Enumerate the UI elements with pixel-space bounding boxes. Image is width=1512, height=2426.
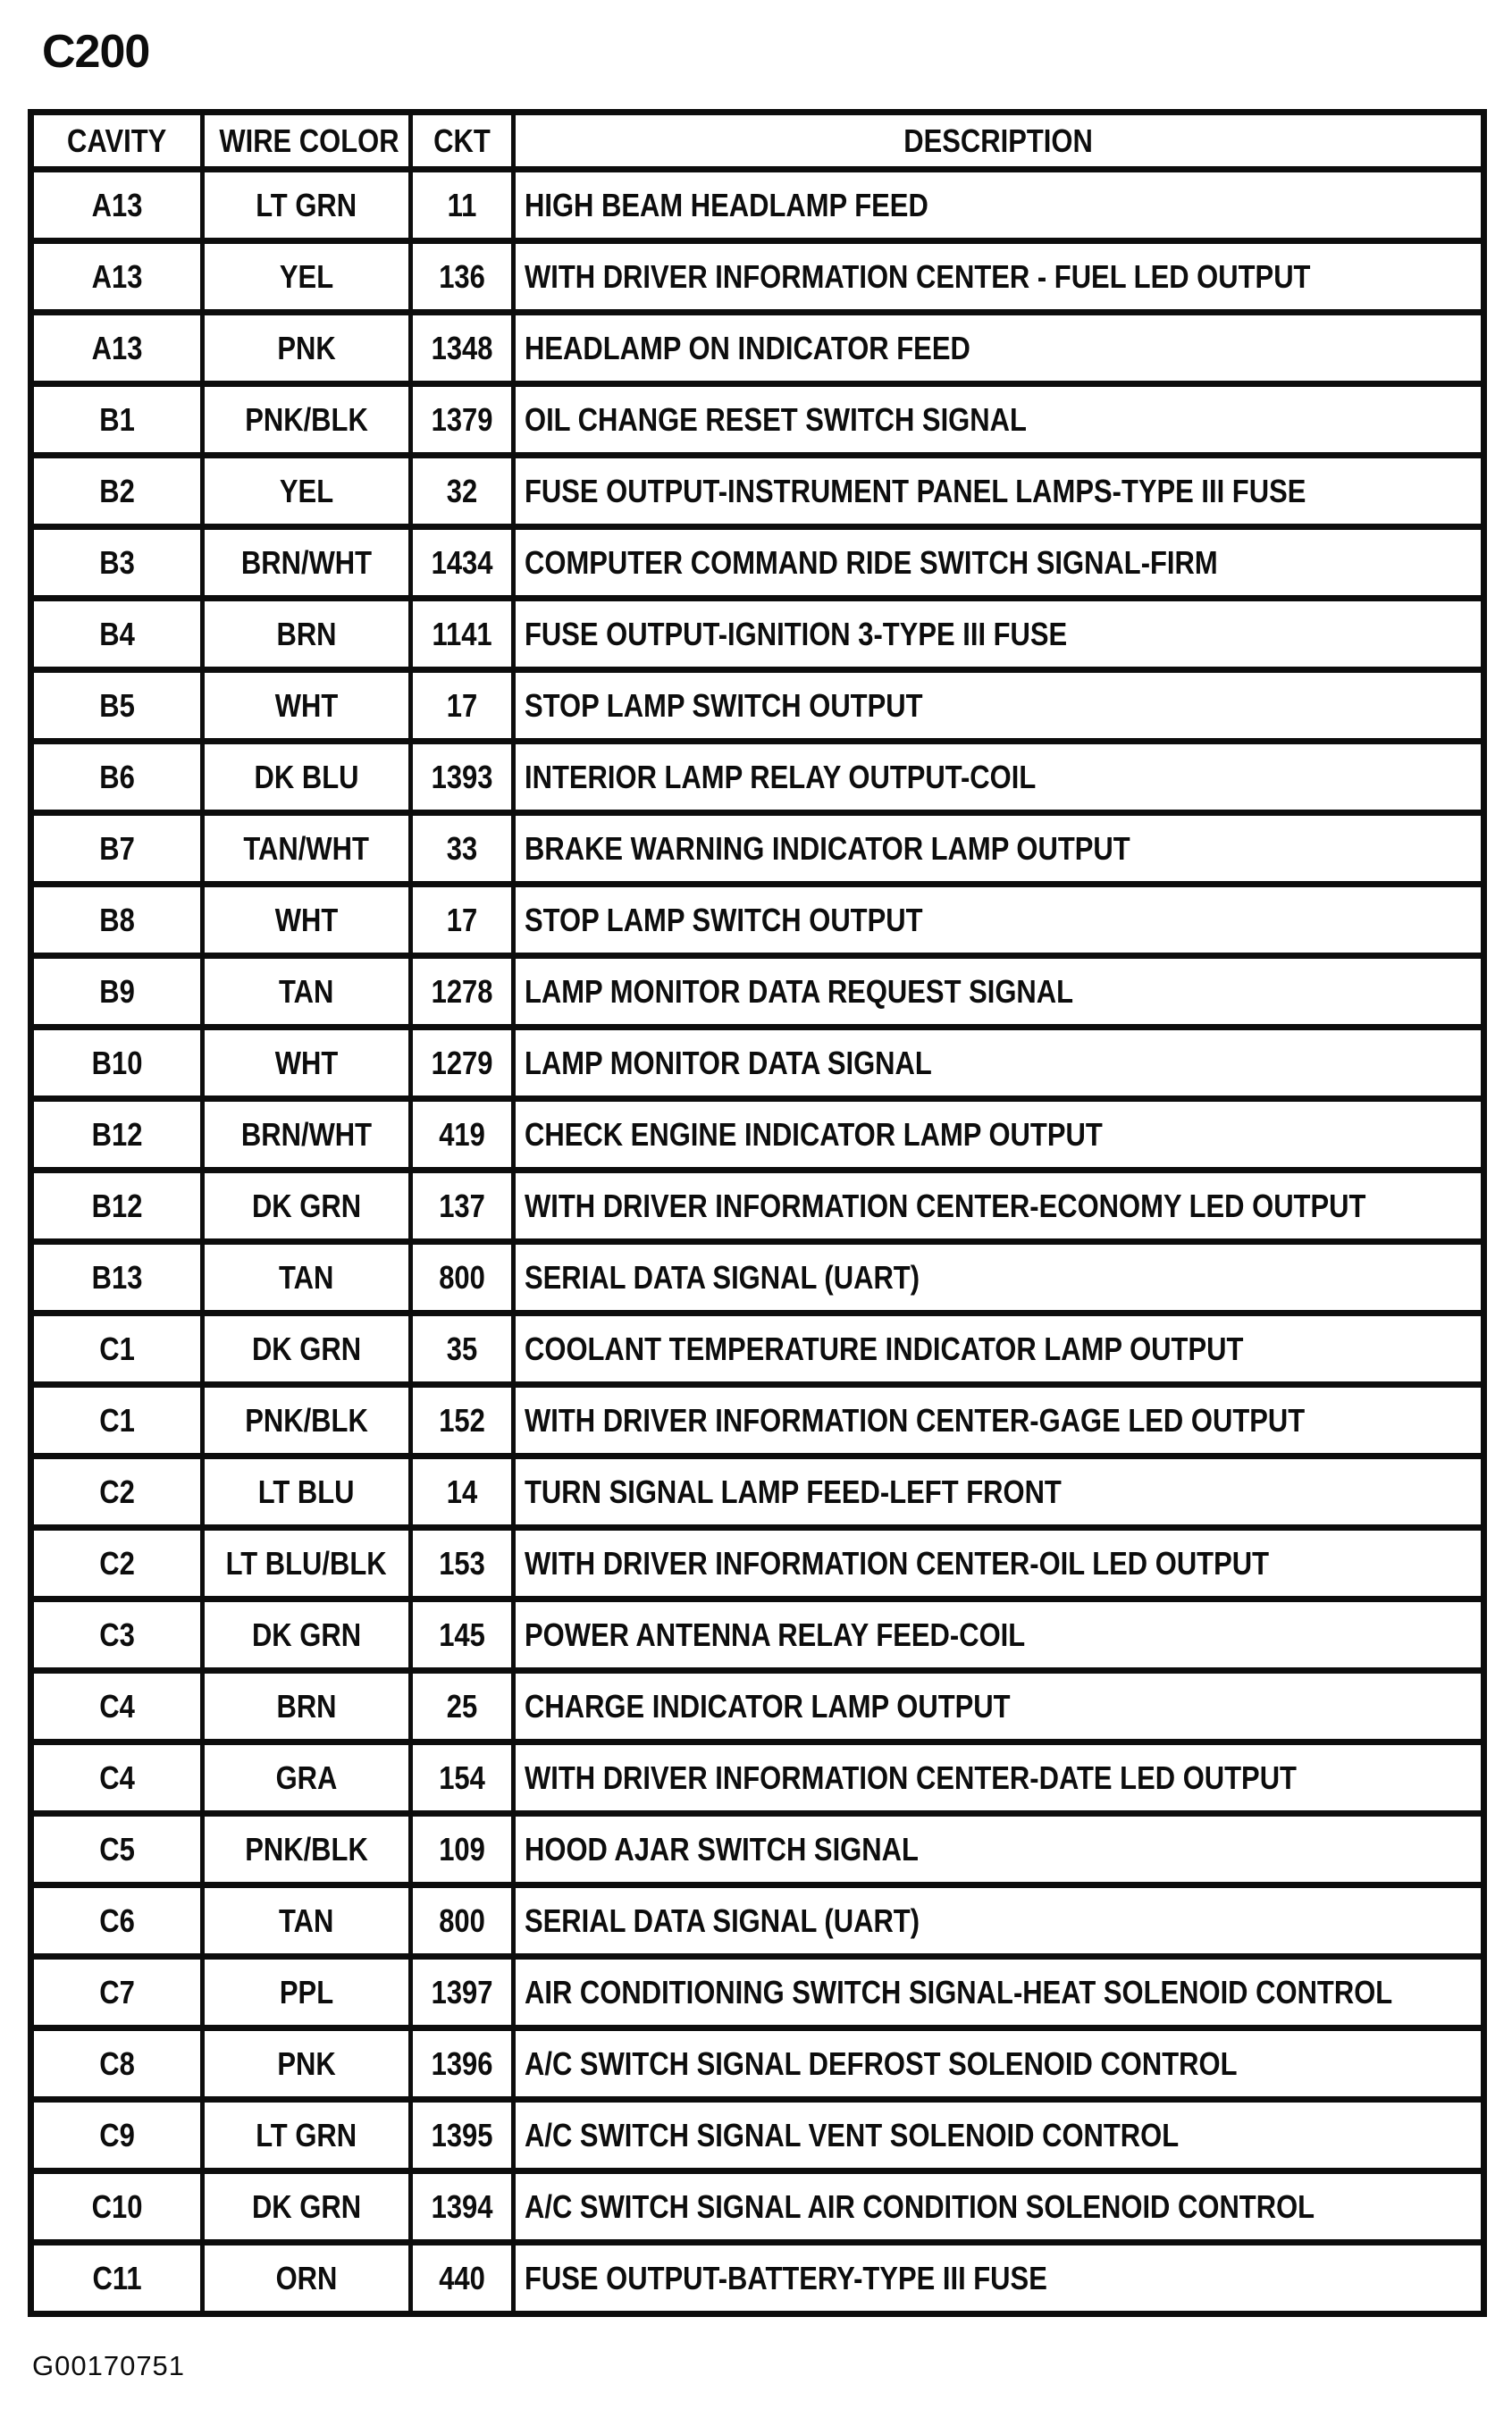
- ckt-value: 1278: [431, 972, 493, 1010]
- header-wire-color-label: WIRE COLOR: [219, 122, 399, 159]
- cell-description: [514, 1242, 1484, 1314]
- cell-wire-color: [203, 2100, 411, 2171]
- wire-color-value: PNK: [277, 2044, 336, 2082]
- ckt-value: 1394: [431, 2187, 493, 2225]
- cell-description: [514, 2028, 1484, 2100]
- cell-wire-color: [203, 1171, 411, 1242]
- cavity-value: B4: [99, 615, 135, 652]
- table-row: [31, 170, 1484, 241]
- cavity-value: B6: [99, 758, 135, 795]
- table-row: [31, 1314, 1484, 1385]
- cell-wire-color: [203, 313, 411, 384]
- wire-color-value: PNK/BLK: [245, 1401, 368, 1439]
- cavity-value: C2: [99, 1473, 135, 1510]
- ckt-value: 1379: [431, 400, 493, 438]
- cavity-value: B12: [91, 1115, 143, 1153]
- description-value: POWER ANTENNA RELAY FEED-COIL: [525, 1616, 1026, 1653]
- table-row: [31, 1171, 1484, 1242]
- cell-wire-color: [203, 1314, 411, 1385]
- table-row: [31, 1742, 1484, 1814]
- cell-description: [514, 1599, 1484, 1671]
- description-value: FUSE OUTPUT-BATTERY-TYPE III FUSE: [525, 2259, 1047, 2296]
- cavity-value: C7: [99, 1973, 135, 2010]
- ckt-value: 17: [446, 901, 478, 938]
- cell-cavity: [31, 1742, 203, 1814]
- ckt-value: 1396: [431, 2044, 493, 2082]
- cell-description: [514, 2171, 1484, 2243]
- cavity-value: B2: [99, 472, 135, 509]
- description-value: COOLANT TEMPERATURE INDICATOR LAMP OUTPUT: [525, 1330, 1244, 1367]
- ckt-value: 1395: [431, 2116, 493, 2153]
- description-value: FUSE OUTPUT-IGNITION 3-TYPE III FUSE: [525, 615, 1068, 652]
- cavity-value: C2: [99, 1544, 135, 1582]
- cell-description: [514, 885, 1484, 956]
- description-value: WITH DRIVER INFORMATION CENTER-OIL LED OUTPUT: [525, 1544, 1270, 1582]
- description-value: HEADLAMP ON INDICATOR FEED: [525, 329, 970, 366]
- table-row: [31, 2100, 1484, 2171]
- cavity-value: C3: [99, 1616, 135, 1653]
- cell-ckt: [411, 742, 514, 813]
- figure-id: G00170751: [32, 2350, 186, 2381]
- table-row: [31, 2243, 1484, 2314]
- description-value: COMPUTER COMMAND RIDE SWITCH SIGNAL-FIRM: [525, 543, 1218, 581]
- cell-description: [514, 384, 1484, 456]
- ckt-value: 154: [439, 1759, 485, 1796]
- ckt-value: 440: [439, 2259, 485, 2296]
- cell-description: [514, 1456, 1484, 1528]
- cell-description: [514, 456, 1484, 527]
- table-row: [31, 813, 1484, 885]
- ckt-value: 800: [439, 1258, 485, 1296]
- cell-description: [514, 1314, 1484, 1385]
- cell-wire-color: [203, 1957, 411, 2028]
- table-row: [31, 527, 1484, 599]
- cell-cavity: [31, 2100, 203, 2171]
- cell-ckt: [411, 170, 514, 241]
- cell-cavity: [31, 1814, 203, 1885]
- wire-color-value: WHT: [274, 901, 339, 938]
- cell-wire-color: [203, 2243, 411, 2314]
- cell-description: [514, 170, 1484, 241]
- description-value: AIR CONDITIONING SWITCH SIGNAL-HEAT SOLENOID CONTROL: [525, 1973, 1393, 2010]
- description-value: CHARGE INDICATOR LAMP OUTPUT: [525, 1687, 1011, 1725]
- cell-wire-color: [203, 1099, 411, 1171]
- cell-description: [514, 813, 1484, 885]
- description-value: A/C SWITCH SIGNAL AIR CONDITION SOLENOID CONTROL: [525, 2187, 1315, 2225]
- cell-wire-color: [203, 1456, 411, 1528]
- cell-cavity: [31, 1385, 203, 1456]
- cavity-value: B1: [99, 400, 135, 438]
- cavity-value: B10: [91, 1044, 143, 1081]
- cell-ckt: [411, 1099, 514, 1171]
- description-value: WITH DRIVER INFORMATION CENTER - FUEL LED OUTPUT: [525, 257, 1311, 295]
- table-row: [31, 241, 1484, 313]
- cell-cavity: [31, 313, 203, 384]
- cell-wire-color: [203, 956, 411, 1028]
- cavity-value: B12: [91, 1187, 143, 1224]
- cell-wire-color: [203, 1885, 411, 1957]
- cell-ckt: [411, 1242, 514, 1314]
- table-row: [31, 2028, 1484, 2100]
- cell-cavity: [31, 2028, 203, 2100]
- ckt-value: 11: [447, 186, 477, 223]
- cell-description: [514, 527, 1484, 599]
- cell-wire-color: [203, 670, 411, 742]
- ckt-value: 33: [446, 829, 478, 867]
- cell-cavity: [31, 742, 203, 813]
- cavity-value: C6: [99, 1901, 135, 1939]
- cell-ckt: [411, 1456, 514, 1528]
- cell-ckt: [411, 1385, 514, 1456]
- cell-wire-color: [203, 1385, 411, 1456]
- cavity-value: B8: [99, 901, 135, 938]
- wire-color-value: BRN: [276, 615, 337, 652]
- table-row: [31, 1528, 1484, 1599]
- cell-ckt: [411, 1171, 514, 1242]
- table-row: [31, 742, 1484, 813]
- ckt-value: 152: [439, 1401, 485, 1439]
- table-row: [31, 599, 1484, 670]
- wire-color-value: WHT: [274, 686, 339, 724]
- cell-ckt: [411, 2028, 514, 2100]
- cell-cavity: [31, 956, 203, 1028]
- cell-cavity: [31, 2243, 203, 2314]
- cell-wire-color: [203, 2028, 411, 2100]
- cell-wire-color: [203, 1671, 411, 1742]
- ckt-value: 153: [439, 1544, 485, 1582]
- cell-wire-color: [203, 456, 411, 527]
- cell-wire-color: [203, 1814, 411, 1885]
- cell-cavity: [31, 885, 203, 956]
- cell-ckt: [411, 885, 514, 956]
- header-description: [514, 113, 1484, 170]
- cell-wire-color: [203, 1528, 411, 1599]
- wire-color-value: YEL: [279, 472, 334, 509]
- table-row: [31, 1385, 1484, 1456]
- table-row: [31, 885, 1484, 956]
- cell-wire-color: [203, 1599, 411, 1671]
- cell-cavity: [31, 384, 203, 456]
- description-value: CHECK ENGINE INDICATOR LAMP OUTPUT: [525, 1115, 1103, 1153]
- table-row: [31, 1671, 1484, 1742]
- cell-ckt: [411, 813, 514, 885]
- table-row: [31, 1814, 1484, 1885]
- connector-table-body: [31, 170, 1484, 2314]
- table-row: [31, 313, 1484, 384]
- header-ckt: [411, 113, 514, 170]
- description-value: SERIAL DATA SIGNAL (UART): [525, 1258, 920, 1296]
- cell-wire-color: [203, 2171, 411, 2243]
- cell-description: [514, 313, 1484, 384]
- cell-wire-color: [203, 1028, 411, 1099]
- cell-description: [514, 1957, 1484, 2028]
- ckt-value: 17: [446, 686, 478, 724]
- cavity-value: C10: [91, 2187, 143, 2225]
- wire-color-value: BRN: [276, 1687, 337, 1725]
- cavity-value: C4: [99, 1687, 135, 1725]
- cell-ckt: [411, 1957, 514, 2028]
- cell-cavity: [31, 1171, 203, 1242]
- table-row: [31, 1099, 1484, 1171]
- connector-pinout-table: [28, 109, 1487, 2317]
- cavity-value: C4: [99, 1759, 135, 1796]
- cell-wire-color: [203, 241, 411, 313]
- wire-color-value: PNK/BLK: [245, 1830, 368, 1868]
- cell-description: [514, 1671, 1484, 1742]
- wire-color-value: ORN: [275, 2259, 338, 2296]
- cell-ckt: [411, 456, 514, 527]
- cell-ckt: [411, 1885, 514, 1957]
- cavity-value: C1: [99, 1401, 135, 1439]
- wire-color-value: LT GRN: [256, 186, 357, 223]
- cell-cavity: [31, 670, 203, 742]
- wire-color-value: YEL: [279, 257, 334, 295]
- cell-wire-color: [203, 885, 411, 956]
- cell-cavity: [31, 2171, 203, 2243]
- description-value: WITH DRIVER INFORMATION CENTER-DATE LED OUTPUT: [525, 1759, 1297, 1796]
- cell-ckt: [411, 2171, 514, 2243]
- ckt-value: 1434: [431, 543, 493, 581]
- ckt-value: 1348: [431, 329, 493, 366]
- description-value: INTERIOR LAMP RELAY OUTPUT-COIL: [525, 758, 1037, 795]
- wire-color-value: TAN/WHT: [243, 829, 370, 867]
- cell-ckt: [411, 956, 514, 1028]
- cell-ckt: [411, 1671, 514, 1742]
- cell-description: [514, 1171, 1484, 1242]
- ckt-value: 14: [446, 1473, 478, 1510]
- ckt-value: 145: [439, 1616, 485, 1653]
- description-value: BRAKE WARNING INDICATOR LAMP OUTPUT: [525, 829, 1130, 867]
- cell-description: [514, 1528, 1484, 1599]
- cell-description: [514, 956, 1484, 1028]
- ckt-value: 32: [446, 472, 478, 509]
- cell-cavity: [31, 599, 203, 670]
- wire-color-value: GRA: [275, 1759, 338, 1796]
- cell-cavity: [31, 1242, 203, 1314]
- cavity-value: C9: [99, 2116, 135, 2153]
- description-value: WITH DRIVER INFORMATION CENTER-GAGE LED OUTPUT: [525, 1401, 1306, 1439]
- table-row: [31, 1456, 1484, 1528]
- header-description-label: DESCRIPTION: [903, 122, 1093, 159]
- header-row: [31, 113, 1484, 170]
- cell-ckt: [411, 1742, 514, 1814]
- description-value: HOOD AJAR SWITCH SIGNAL: [525, 1830, 919, 1868]
- cell-description: [514, 1385, 1484, 1456]
- cell-cavity: [31, 1456, 203, 1528]
- ckt-value: 1393: [431, 758, 493, 795]
- cell-cavity: [31, 1885, 203, 1957]
- cell-cavity: [31, 1528, 203, 1599]
- header-cavity-label: CAVITY: [67, 122, 167, 159]
- wire-color-value: TAN: [279, 972, 334, 1010]
- table-row: [31, 1885, 1484, 1957]
- cavity-value: C11: [92, 2259, 142, 2296]
- ckt-value: 1397: [431, 1973, 493, 2010]
- cell-description: [514, 241, 1484, 313]
- cell-ckt: [411, 1314, 514, 1385]
- cell-ckt: [411, 1528, 514, 1599]
- table-row: [31, 1599, 1484, 1671]
- description-value: WITH DRIVER INFORMATION CENTER-ECONOMY LED OUTPUT: [525, 1187, 1366, 1224]
- cell-ckt: [411, 1814, 514, 1885]
- table-row: [31, 2171, 1484, 2243]
- wire-color-value: DK BLU: [254, 758, 359, 795]
- wire-color-value: LT BLU: [258, 1473, 355, 1510]
- cell-cavity: [31, 241, 203, 313]
- description-value: TURN SIGNAL LAMP FEED-LEFT FRONT: [525, 1473, 1062, 1510]
- cell-ckt: [411, 670, 514, 742]
- cell-cavity: [31, 1671, 203, 1742]
- cell-wire-color: [203, 599, 411, 670]
- wire-color-value: DK GRN: [251, 1330, 362, 1367]
- cell-wire-color: [203, 384, 411, 456]
- cavity-value: A13: [91, 329, 143, 366]
- cell-ckt: [411, 2100, 514, 2171]
- ckt-value: 137: [439, 1187, 485, 1224]
- description-value: LAMP MONITOR DATA SIGNAL: [525, 1044, 932, 1081]
- cavity-value: C1: [99, 1330, 135, 1367]
- ckt-value: 1279: [431, 1044, 493, 1081]
- cell-ckt: [411, 384, 514, 456]
- cell-cavity: [31, 456, 203, 527]
- ckt-value: 136: [439, 257, 485, 295]
- cell-description: [514, 1814, 1484, 1885]
- table-row: [31, 1957, 1484, 2028]
- cell-ckt: [411, 1028, 514, 1099]
- description-value: A/C SWITCH SIGNAL DEFROST SOLENOID CONTROL: [525, 2044, 1238, 2082]
- cavity-value: A13: [91, 257, 143, 295]
- cavity-value: B13: [91, 1258, 143, 1296]
- cell-ckt: [411, 313, 514, 384]
- table-row: [31, 670, 1484, 742]
- table-header: [31, 113, 1484, 170]
- cell-cavity: [31, 813, 203, 885]
- cell-wire-color: [203, 1742, 411, 1814]
- cell-cavity: [31, 170, 203, 241]
- ckt-value: 1141: [432, 615, 492, 652]
- cell-wire-color: [203, 527, 411, 599]
- wire-color-value: TAN: [279, 1901, 334, 1939]
- cell-description: [514, 742, 1484, 813]
- cell-wire-color: [203, 170, 411, 241]
- cell-wire-color: [203, 813, 411, 885]
- wire-color-value: LT GRN: [256, 2116, 357, 2153]
- table-row: [31, 1242, 1484, 1314]
- table-row: [31, 1028, 1484, 1099]
- cavity-value: B3: [99, 543, 135, 581]
- description-value: FUSE OUTPUT-INSTRUMENT PANEL LAMPS-TYPE III FUSE: [525, 472, 1306, 509]
- cavity-value: C8: [99, 2044, 135, 2082]
- header-ckt-label: CKT: [433, 122, 491, 159]
- cell-wire-color: [203, 742, 411, 813]
- cell-cavity: [31, 1957, 203, 2028]
- connector-title: C200: [42, 26, 150, 78]
- description-value: STOP LAMP SWITCH OUTPUT: [525, 901, 923, 938]
- wire-color-value: PNK: [277, 329, 336, 366]
- description-value: STOP LAMP SWITCH OUTPUT: [525, 686, 923, 724]
- cell-description: [514, 1885, 1484, 1957]
- cell-description: [514, 599, 1484, 670]
- wire-color-value: LT BLU/BLK: [225, 1544, 387, 1582]
- cell-description: [514, 2243, 1484, 2314]
- cell-ckt: [411, 527, 514, 599]
- cavity-value: B7: [99, 829, 135, 867]
- cell-description: [514, 1099, 1484, 1171]
- cell-ckt: [411, 599, 514, 670]
- cell-cavity: [31, 1099, 203, 1171]
- ckt-value: 35: [446, 1330, 478, 1367]
- wire-color-value: BRN/WHT: [240, 1115, 373, 1153]
- header-cavity: [31, 113, 203, 170]
- wire-color-value: PPL: [279, 1973, 334, 2010]
- wire-color-value: WHT: [274, 1044, 339, 1081]
- ckt-value: 109: [439, 1830, 485, 1868]
- cell-cavity: [31, 1028, 203, 1099]
- cell-cavity: [31, 1599, 203, 1671]
- header-wire-color: [203, 113, 411, 170]
- wire-color-value: TAN: [279, 1258, 334, 1296]
- cell-ckt: [411, 1599, 514, 1671]
- description-value: HIGH BEAM HEADLAMP FEED: [525, 186, 928, 223]
- table-row: [31, 384, 1484, 456]
- description-value: A/C SWITCH SIGNAL VENT SOLENOID CONTROL: [525, 2116, 1180, 2153]
- ckt-value: 419: [439, 1115, 485, 1153]
- wire-color-value: DK GRN: [251, 1616, 362, 1653]
- wire-color-value: DK GRN: [251, 1187, 362, 1224]
- description-value: OIL CHANGE RESET SWITCH SIGNAL: [525, 400, 1027, 438]
- table-row: [31, 956, 1484, 1028]
- cell-ckt: [411, 2243, 514, 2314]
- wire-color-value: PNK/BLK: [245, 400, 368, 438]
- cell-ckt: [411, 241, 514, 313]
- cell-description: [514, 2100, 1484, 2171]
- cell-description: [514, 1028, 1484, 1099]
- cell-cavity: [31, 1314, 203, 1385]
- cavity-value: C5: [99, 1830, 135, 1868]
- cavity-value: B9: [99, 972, 135, 1010]
- cavity-value: A13: [91, 186, 143, 223]
- cell-wire-color: [203, 1242, 411, 1314]
- cell-cavity: [31, 527, 203, 599]
- wire-color-value: BRN/WHT: [240, 543, 373, 581]
- wire-color-value: DK GRN: [251, 2187, 362, 2225]
- ckt-value: 25: [446, 1687, 478, 1725]
- description-value: SERIAL DATA SIGNAL (UART): [525, 1901, 920, 1939]
- table-row: [31, 456, 1484, 527]
- ckt-value: 800: [439, 1901, 485, 1939]
- cell-description: [514, 1742, 1484, 1814]
- description-value: LAMP MONITOR DATA REQUEST SIGNAL: [525, 972, 1074, 1010]
- cavity-value: B5: [99, 686, 135, 724]
- cell-description: [514, 670, 1484, 742]
